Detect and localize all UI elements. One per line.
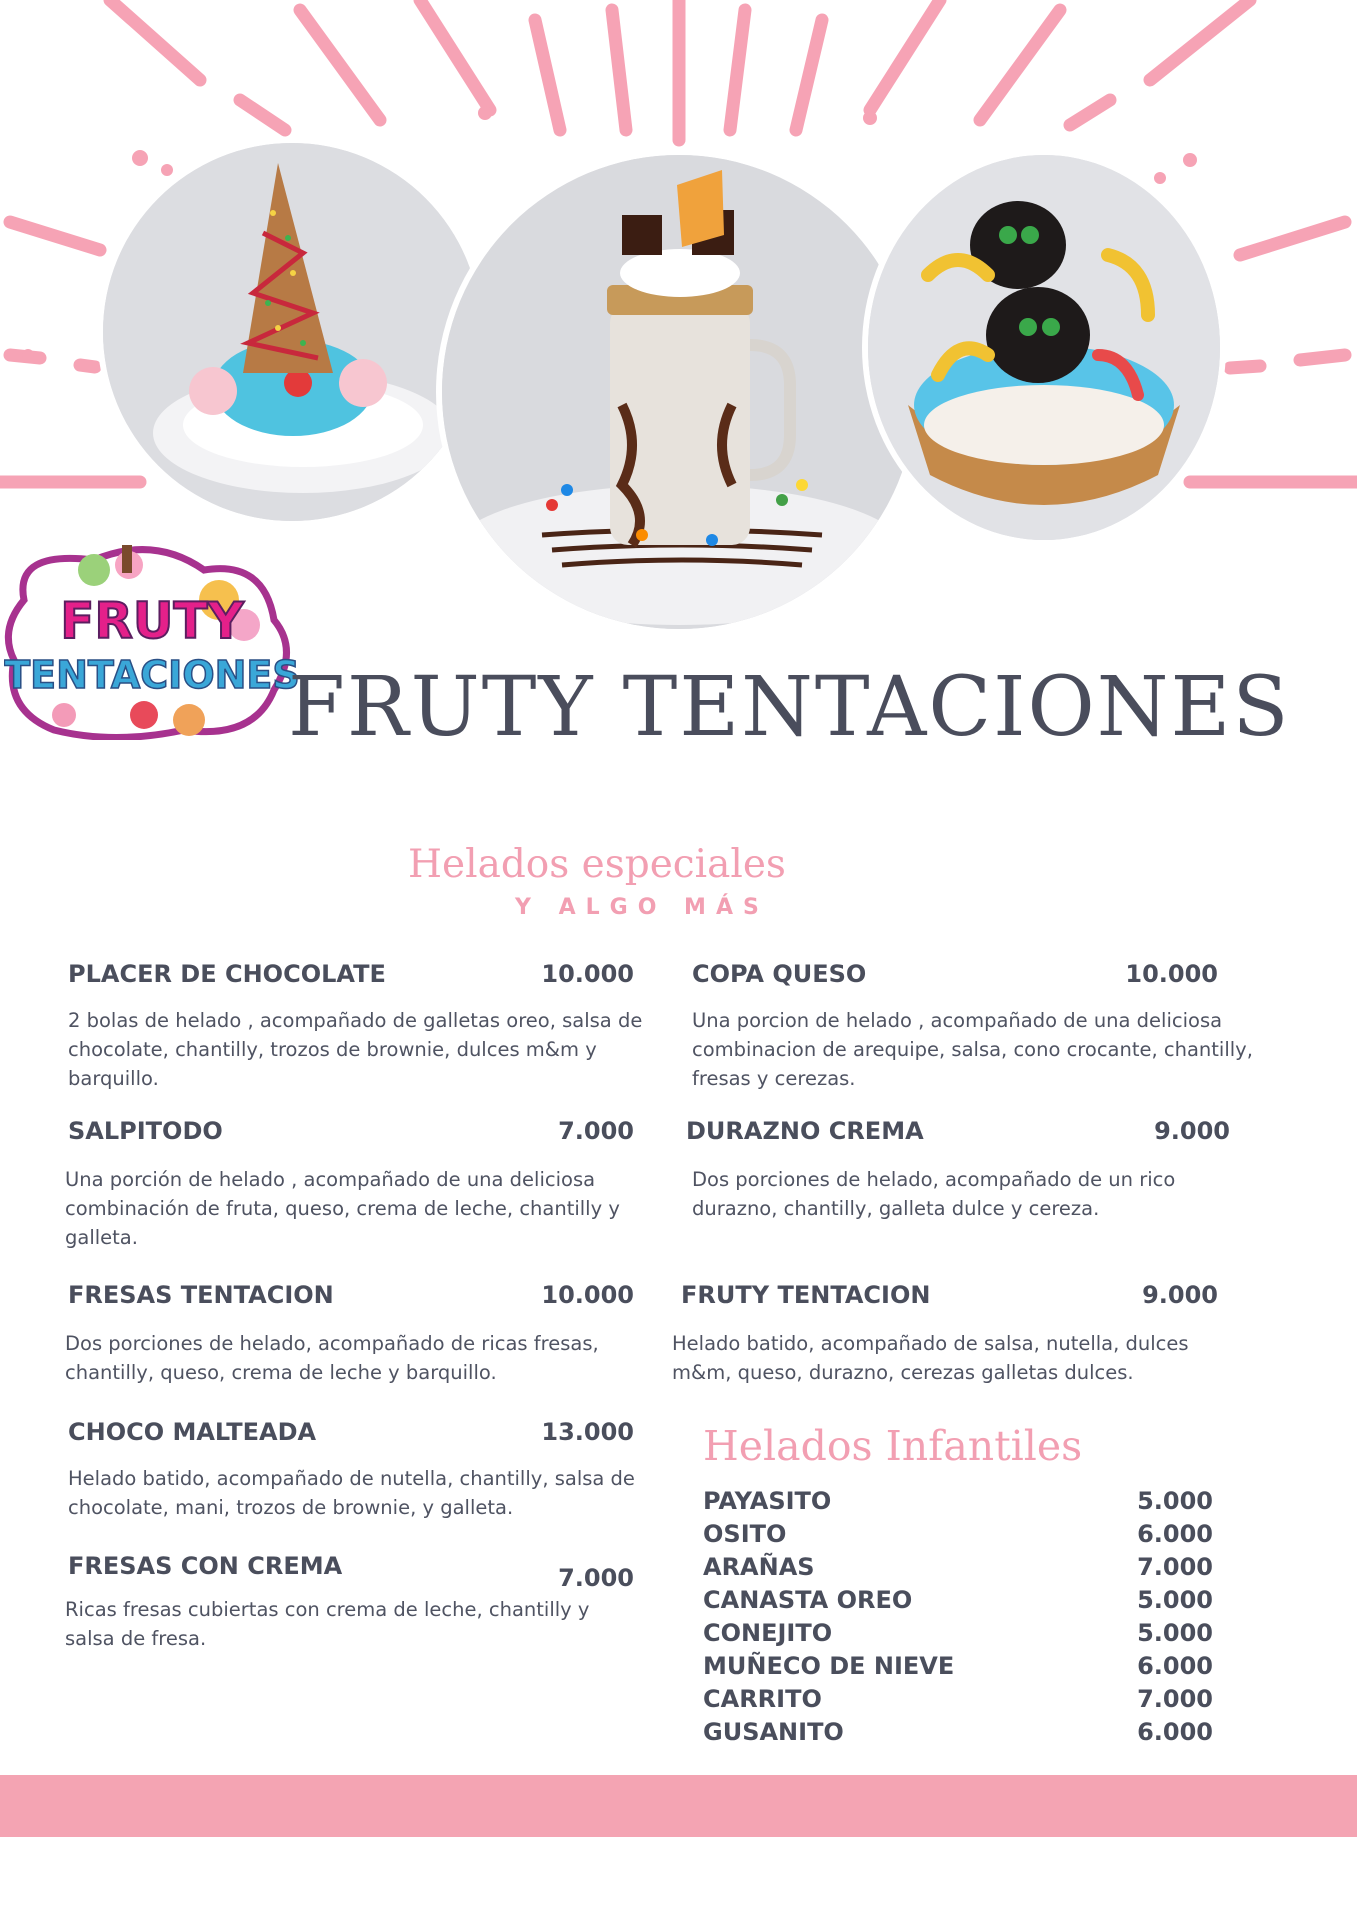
kids-item-name: OSITO — [703, 1520, 787, 1548]
kids-menu-item — [703, 1487, 1213, 1520]
kids-item-price: 5.000 — [1137, 1619, 1213, 1647]
item-description: Helado batido, acompañado de nutella, chantilly, salsa de chocolate, mani, trozos de brownie, y galleta. — [68, 1467, 635, 1519]
kids-item-name: CONEJITO — [703, 1619, 833, 1647]
section-subtitle: Y ALGO MÁS — [515, 895, 769, 920]
item-price: 13.000 — [541, 1418, 634, 1446]
kids-menu-item — [703, 1553, 1213, 1586]
photo-payasito-dessert — [103, 143, 481, 521]
kids-menu-item — [703, 1586, 1213, 1619]
section-title-especiales: Helados especiales — [408, 842, 786, 887]
kids-item-price: 7.000 — [1137, 1685, 1213, 1713]
item-description: Helado batido, acompañado de salsa, nutella, dulces m&m, queso, durazno, cerezas galletas dulces. — [672, 1332, 1189, 1384]
item-name: FRESAS TENTACION — [68, 1281, 334, 1309]
item-price: 10.000 — [541, 960, 634, 988]
item-description: Ricas fresas cubiertas con crema de leche, chantilly y salsa de fresa. — [65, 1598, 590, 1650]
logo-line1: FRUTY — [60, 592, 244, 650]
section-title-infantiles: Helados Infantiles — [703, 1422, 1083, 1470]
footer-band — [0, 1775, 1357, 1837]
cone-ice-cream-image — [103, 143, 481, 521]
kids-item-name: GUSANITO — [703, 1718, 844, 1746]
item-description: Dos porciones de helado, acompañado de un rico durazno, chantilly, galleta dulce y cereza. — [692, 1168, 1176, 1220]
item-price: 7.000 — [558, 1564, 634, 1592]
menu-item — [692, 960, 1253, 1090]
kids-menu-item — [703, 1520, 1213, 1553]
menu-item — [672, 1281, 1218, 1384]
item-name: DURAZNO CREMA — [686, 1117, 924, 1145]
kids-item-price: 7.000 — [1137, 1553, 1213, 1581]
item-price: 9.000 — [1142, 1281, 1218, 1309]
item-price: 7.000 — [558, 1117, 634, 1145]
kids-item-price: 5.000 — [1137, 1487, 1213, 1515]
kids-item-price: 6.000 — [1137, 1718, 1213, 1746]
item-name: FRUTY TENTACION — [681, 1281, 931, 1309]
item-description: Una porcion de helado , acompañado de una deliciosa combinacion de arequipe, salsa, cono crocante, chantilly, fresas y cerezas. — [692, 1009, 1253, 1090]
item-name: CHOCO MALTEADA — [68, 1418, 317, 1446]
photo-choco-malteada — [442, 155, 916, 629]
kids-item-name: CARRITO — [703, 1685, 822, 1713]
kids-item-price: 6.000 — [1137, 1520, 1213, 1548]
menu-item — [65, 1552, 634, 1652]
kids-item-name: ARAÑAS — [703, 1553, 815, 1581]
kids-menu-item — [703, 1685, 1213, 1718]
menu-item — [68, 1418, 634, 1518]
item-price: 10.000 — [541, 1281, 634, 1309]
kids-menu-item — [703, 1652, 1213, 1685]
menu-item — [686, 1117, 1230, 1220]
kids-item-name: MUÑECO DE NIEVE — [703, 1652, 955, 1680]
menu-item — [68, 960, 643, 1090]
item-price: 10.000 — [1125, 960, 1218, 988]
menu-item — [65, 1281, 634, 1384]
fruty-tentaciones-logo — [4, 540, 300, 740]
kids-item-name: CANASTA OREO — [703, 1586, 913, 1614]
menu-item — [65, 1117, 634, 1249]
kids-item-price: 6.000 — [1137, 1652, 1213, 1680]
kids-menu-list — [703, 1487, 1213, 1751]
item-description: 2 bolas de helado , acompañado de galletas oreo, salsa de chocolate, chantilly, trozos de brownie, dulces m&m y barquillo. — [68, 1009, 643, 1090]
item-description: Dos porciones de helado, acompañado de ricas fresas, chantilly, queso, crema de leche y barquillo. — [65, 1332, 599, 1384]
item-name: COPA QUESO — [692, 960, 867, 988]
kids-item-name: PAYASITO — [703, 1487, 832, 1515]
kids-item-price: 5.000 — [1137, 1586, 1213, 1614]
kids-menu-item — [703, 1619, 1213, 1652]
kids-menu-item — [703, 1718, 1213, 1751]
logo-line2: TENTACIONES — [4, 653, 300, 697]
photo-aranas-dessert — [868, 155, 1220, 540]
item-name: SALPITODO — [68, 1117, 223, 1145]
oreo-spider-image — [868, 155, 1220, 540]
page-title: FRUTY TENTACIONES — [288, 660, 1291, 755]
item-name: PLACER DE CHOCOLATE — [68, 960, 386, 988]
milkshake-image — [442, 155, 916, 629]
item-price: 9.000 — [1154, 1117, 1230, 1145]
item-name: FRESAS CON CREMA — [68, 1552, 343, 1580]
item-description: Una porción de helado , acompañado de una deliciosa combinación de fruta, queso, crema de leche, chantilly y galleta. — [65, 1168, 620, 1249]
